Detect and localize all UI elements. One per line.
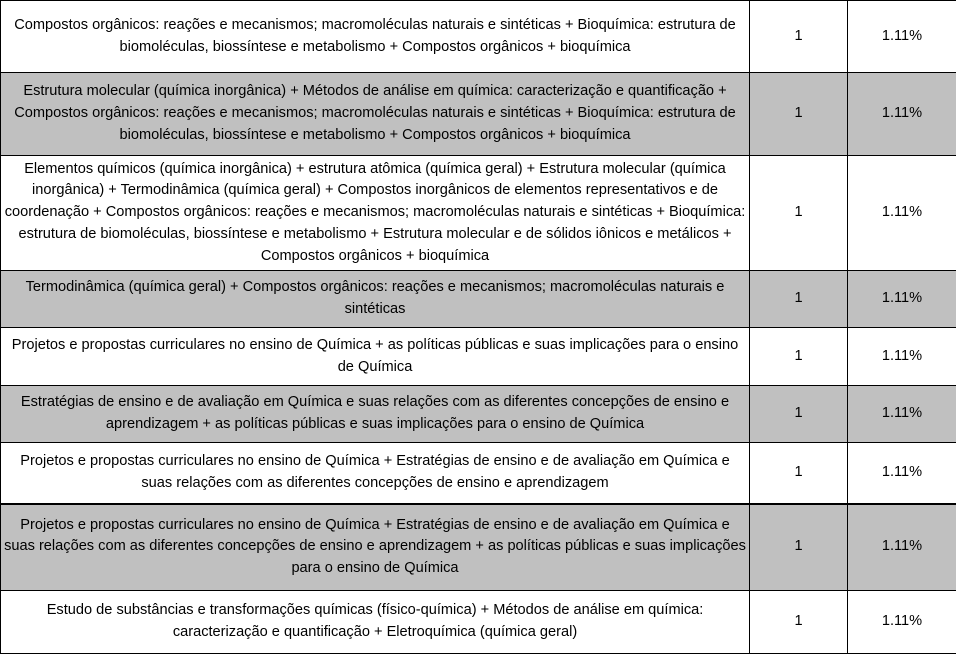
count-cell: 1 xyxy=(750,156,848,271)
topic-cell: Elementos químicos (química inorgânica) + estrutura atômica (química geral) + Estrutura molecular (química inorgânica) + Termodinâmica (química geral) + Compostos inorgânicos de elementos representativos e de coordenação + Compostos orgânicos: reações e mecanismos; macromoléculas naturais e sintéticas + Bioquímica: estrutura de biomoléculas, biossíntese e metabolismo + Estrutura molecular e de sólidos iônicos e metálicos + Compostos orgânicos + bioquímica xyxy=(1,156,750,271)
percent-cell: 1.11% xyxy=(848,73,956,156)
count-cell: 1 xyxy=(750,1,848,73)
table-row xyxy=(1,156,956,271)
table-row xyxy=(1,328,956,386)
count-cell: 1 xyxy=(750,504,848,591)
percent-cell: 1.11% xyxy=(848,443,956,504)
topic-cell: Compostos orgânicos: reações e mecanismos; macromoléculas naturais e sintéticas + Bioquímica: estrutura de biomoléculas, biossíntese e metabolismo + Compostos orgânicos + bioquímica xyxy=(1,1,750,73)
table-row xyxy=(1,504,956,591)
count-cell: 1 xyxy=(750,73,848,156)
table-row xyxy=(1,73,956,156)
percent-cell: 1.11% xyxy=(848,504,956,591)
table-row xyxy=(1,1,956,73)
topic-cell: Projetos e propostas curriculares no ensino de Química + as políticas públicas e suas implicações para o ensino de Química xyxy=(1,328,750,386)
percent-cell: 1.11% xyxy=(848,591,956,654)
topic-cell: Projetos e propostas curriculares no ensino de Química + Estratégias de ensino e de avaliação em Química e suas relações com as diferentes concepções de ensino e aprendizagem xyxy=(1,443,750,504)
topic-cell: Projetos e propostas curriculares no ensino de Química + Estratégias de ensino e de avaliação em Química e suas relações com as diferentes concepções de ensino e aprendizagem + as políticas públicas e suas implicações para o ensino de Química xyxy=(1,504,750,591)
count-cell: 1 xyxy=(750,271,848,328)
table-row xyxy=(1,386,956,443)
topic-cell: Estudo de substâncias e transformações químicas (físico-química) + Métodos de análise em química: caracterização e quantificação + Eletroquímica (química geral) xyxy=(1,591,750,654)
table-row xyxy=(1,443,956,504)
table-row xyxy=(1,271,956,328)
count-cell: 1 xyxy=(750,443,848,504)
table-row xyxy=(1,591,956,654)
count-cell: 1 xyxy=(750,591,848,654)
count-cell: 1 xyxy=(750,386,848,443)
topic-cell: Estrutura molecular (química inorgânica) + Métodos de análise em química: caracterização e quantificação + Compostos orgânicos: reações e mecanismos; macromoléculas naturais e sintéticas + Bioquímica: estrutura de biomoléculas, biossíntese e metabolismo + Compostos orgânicos + bioquímica xyxy=(1,73,750,156)
percent-cell: 1.11% xyxy=(848,1,956,73)
percent-cell: 1.11% xyxy=(848,156,956,271)
percent-cell: 1.11% xyxy=(848,386,956,443)
topic-cell: Termodinâmica (química geral) + Compostos orgânicos: reações e mecanismos; macromoléculas naturais e sintéticas xyxy=(1,271,750,328)
percent-cell: 1.11% xyxy=(848,271,956,328)
count-cell: 1 xyxy=(750,328,848,386)
topic-cell: Estratégias de ensino e de avaliação em Química e suas relações com as diferentes concepções de ensino e aprendizagem + as políticas públicas e suas implicações para o ensino de Química xyxy=(1,386,750,443)
percent-cell: 1.11% xyxy=(848,328,956,386)
